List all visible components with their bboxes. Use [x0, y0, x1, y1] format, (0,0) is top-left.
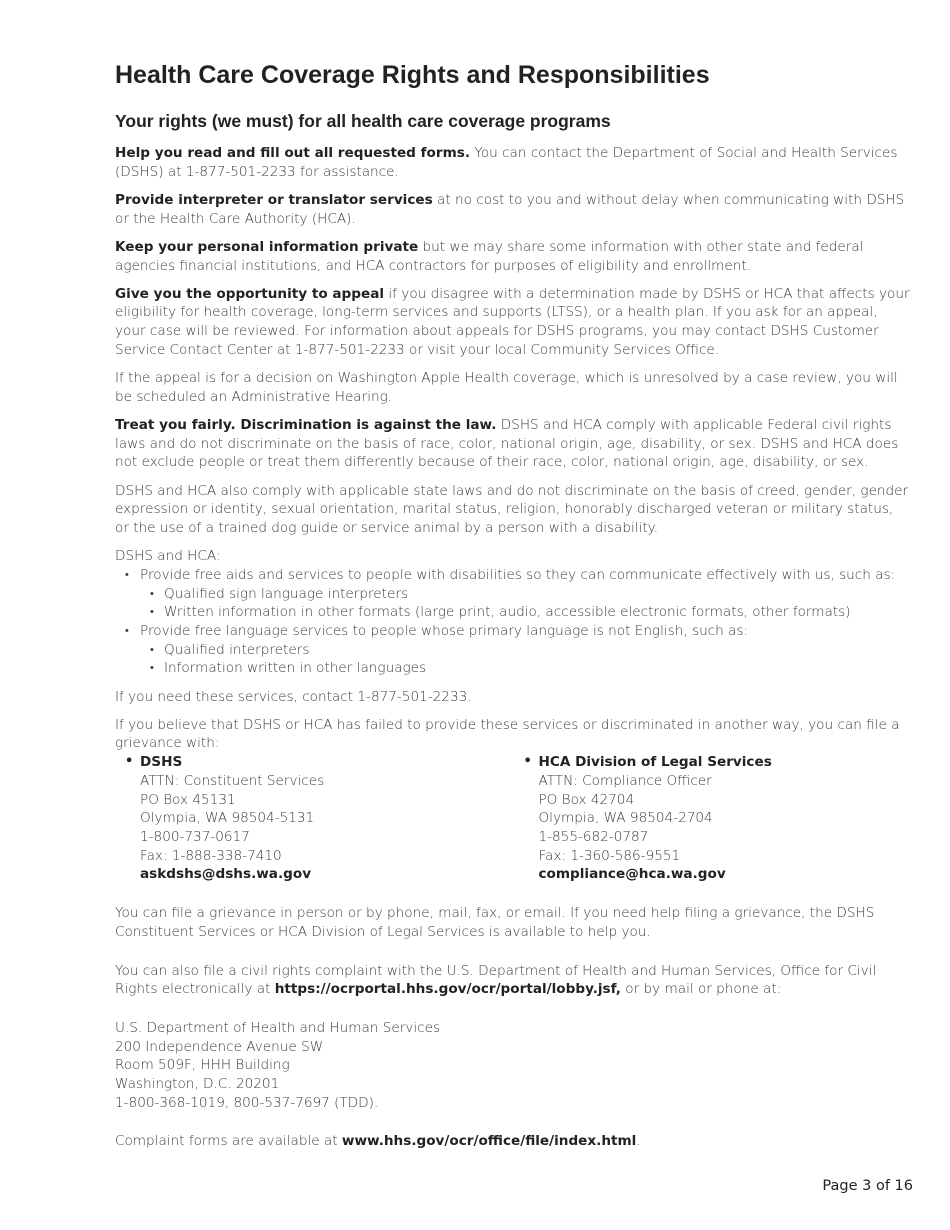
paragraph-appeal: Give you the opportunity to appeal if you disagree with a determination made by DSHS or HCA that affects your eligibility for health coverage, long-term services and supports (LTSS), or a health plan. If you ask for an appeal, your case will be reviewed. For information about appeals for DSHS programs, you may contact DSHS Customer Service Contact Center at 1-877-501-2233 or visit your local Community Services Office. [115, 285, 910, 358]
list-item: • Provide free aids and services to people with disabilities so they can communicate effectively with us, such as: • Qualified sign language interpreters • Written information in other formats (large print, audio, accessible electronic formats, other formats) [115, 566, 910, 622]
sub-list [140, 641, 910, 678]
contact-line: ATTN: Compliance Officer [538, 772, 712, 789]
document-page [115, 58, 910, 1161]
list-item: • Qualified sign language interpreters [140, 585, 910, 604]
paragraph-forms: Help you read and fill out all requested forms. You can contact the Department of Social and Health Services (DSHS) at 1-877-501-2233 for assistance. [115, 145, 898, 180]
paragraph-civil-rights: You can also file a civil rights complaint with the U.S. Department of Health and Human Services, Office for Civil Rights electronically at https://ocrportal.hhs.gov/ocr/portal/lobby.jsf, or by mail or phone at: [115, 962, 877, 998]
contact-fax: Fax: 1-360-586-9551 [538, 847, 681, 864]
contact-dshs [115, 753, 513, 884]
address-line: Room 509F, HHH Building [115, 1057, 290, 1074]
address-line: 200 Independence Avenue SW [115, 1038, 324, 1055]
complaint-forms-link[interactable]: www.hhs.gov/ocr/office/file/index.html [341, 1133, 637, 1150]
paragraph-grievance-intro: If you believe that DSHS or HCA has failed to provide these services or discriminated in another way, you can file a grievance with: [115, 716, 900, 752]
contact-name: • HCA Division of Legal Services [538, 754, 772, 771]
list-item: • Provide free language services to people whose primary language is not English, such as: • Qualified interpreters • Information written in other languages [115, 622, 910, 678]
paragraph-hearing: If the appeal is for a decision on Washington Apple Health coverage, which is unresolved by a case review, you will be scheduled an Administrative Hearing. [115, 370, 898, 405]
contact-name: • DSHS [140, 754, 183, 771]
contact-email-link[interactable]: compliance@hca.wa.gov [538, 866, 726, 883]
list-item: • Information written in other languages [140, 659, 910, 678]
page-number: Page 3 of 16 [822, 1178, 913, 1194]
contact-line: ATTN: Constituent Services [140, 772, 325, 789]
section-heading: Your rights (we must) for all health care coverage programs [115, 111, 611, 131]
contact-line: PO Box 42704 [538, 791, 635, 808]
services-block [115, 547, 910, 678]
services-list [115, 566, 910, 678]
address-line: Washington, D.C. 20201 [115, 1076, 280, 1093]
paragraph-file-grievance: You can file a grievance in person or by phone, mail, fax, or email. If you need help filing a grievance, the DSHS Constituent Services or HCA Division of Legal Services is available to help you. [115, 905, 875, 940]
services-intro: DSHS and HCA: [115, 548, 221, 565]
paragraph-fairness: Treat you fairly. Discrimination is against the law. DSHS and HCA comply with applicable Federal civil rights laws and do not discriminate on the basis of race, color, national origin, age, disability, or sex. DSHS and HCA does not exclude people or treat them differently because of their race, color, national origin, age, disability, or sex. [115, 416, 899, 471]
grievance-contacts [115, 753, 910, 884]
paragraph-interpreter: Provide interpreter or translator services at no cost to you and without delay when communicating with DSHS or the Health Care Authority (HCA). [115, 191, 905, 227]
address-line: U.S. Department of Health and Human Services [115, 1019, 441, 1036]
contact-hca [513, 753, 910, 884]
address-phone: 1-800-368-1019, 800-537-7697 (TDD). [115, 1094, 379, 1111]
contact-phone: 1-800-737-0617 [140, 829, 250, 845]
paragraph-state-laws: DSHS and HCA also comply with applicable state laws and do not discriminate on the basis of creed, gender, gender expression or identity, sexual orientation, marital status, religion, honorably discharged veteran or military status, or the use of a trained dog guide or service animal by a person with a disability. [115, 482, 909, 536]
contact-phone: 1-855-682-0787 [538, 829, 649, 845]
contact-fax: Fax: 1-888-338-7410 [140, 847, 282, 864]
list-item: • Written information in other formats (large print, audio, accessible electronic formats, other formats) [140, 603, 910, 622]
paragraph-complaint-forms: Complaint forms are available at www.hhs.gov/ocr/office/file/index.html. [115, 1133, 641, 1150]
ocr-portal-link[interactable]: https://ocrportal.hhs.gov/ocr/portal/lobby.jsf, [274, 981, 621, 998]
contact-line: Olympia, WA 98504-5131 [140, 810, 315, 827]
paragraph-privacy: Keep your personal information private but we may share some information with other state and federal agencies financial institutions, and HCA contractors for purposes of eligibility and enrollment. [115, 238, 864, 274]
contact-line: Olympia, WA 98504-2704 [538, 810, 713, 827]
hhs-address [115, 1019, 910, 1113]
list-item: • Qualified interpreters [140, 641, 910, 660]
page-title: Health Care Coverage Rights and Responsibilities [115, 61, 710, 89]
contact-line: PO Box 45131 [140, 791, 236, 808]
paragraph-contact: If you need these services, contact 1-877-501-2233. [115, 688, 472, 705]
contact-email-link[interactable]: askdshs@dshs.wa.gov [140, 866, 312, 883]
sub-list [140, 585, 910, 622]
